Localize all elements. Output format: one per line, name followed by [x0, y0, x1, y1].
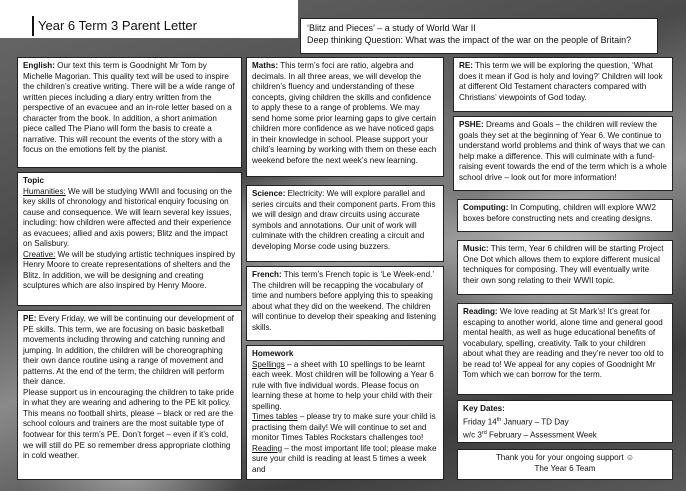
music-box: [457, 240, 673, 295]
page-title: Year 6 Term 3 Parent Letter: [38, 18, 197, 33]
times-tables-paragraph: [252, 412, 438, 444]
french-paragraph: [252, 270, 438, 333]
spellings-text: – a sheet with 10 spellings to be learnt each week. Most children will be following a Year 6 rule with five individual words. Please focus on learning these at home to help your child with their spelling.: [252, 359, 434, 411]
title-divider: [32, 16, 34, 36]
re-heading: RE:: [459, 61, 473, 70]
french-text: This term’s French topic is ‘Le Week-end.’ The children will be recapping the vocabulary of time and numbers before applying this to speaking about what they did on the weekend. The children will continue to develop their speaking and listening skills.: [252, 270, 437, 332]
key-date-1-event: January – TD Day: [501, 417, 569, 427]
key-date-2: [463, 428, 667, 441]
pe-paragraph: [23, 314, 236, 388]
pshe-heading: PSHE:: [459, 120, 484, 129]
pe-text-2: Please support us in encouraging the children to take pride in what they are wearing and adhering to the PE kit policy. This means no football shirts, please – black or red are the school colours and trainers are the most suitable type of footwear for this term’s PE. Don’t forget – even if it’s cold, we will still do PE so remember dress appropriate clothing in cold weather.: [23, 387, 235, 461]
thanks-box: [457, 449, 673, 480]
title-area: [0, 0, 298, 38]
topic-title: ‘Blitz and Pieces’ – a study of World War II: [307, 23, 476, 33]
key-date-2-day: w/c 3: [463, 430, 482, 440]
topic-box: [17, 172, 242, 306]
pe-box: [17, 310, 242, 480]
reading-heading: Reading:: [463, 307, 498, 316]
science-text: Electricity: We will explore parallel and series circuits and their component parts. From this we will design and draw circuits using accurate symbols and annotations. Our unit of work will culminate with the children creating a circuit and developing Morse code using buzzers.: [252, 189, 436, 251]
creative-label: Creative:: [23, 249, 56, 259]
creative-paragraph: [23, 250, 236, 292]
key-date-1-day: Friday 14: [463, 417, 497, 427]
science-paragraph: [252, 189, 438, 252]
humanities-label: Humanities:: [23, 186, 66, 196]
computing-text: In Computing, children will explore WW2 boxes before constructing nets and creating designs.: [463, 203, 656, 223]
humanities-paragraph: [23, 187, 236, 250]
computing-paragraph: [463, 203, 667, 224]
french-heading: French:: [252, 270, 282, 279]
pshe-paragraph: [459, 120, 667, 183]
english-text: Our text this term is Goodnight Mr Tom by Michelle Magorian. This quality text will be used to inspire the children’s creative writing. There will be a wide range of written pieces including a diary entry written from the perspective of an evacuee and an in-role letter based on a character from the book. In addition, a short animation piece called The Piano will form the basis to create a narrative. This will recount the events of the story with a focus on the emotions felt by the pianist.: [23, 61, 235, 155]
homework-heading: Homework: [252, 349, 294, 358]
music-paragraph: [463, 244, 667, 286]
reading-paragraph: [463, 307, 667, 381]
pe-heading: PE:: [23, 314, 37, 323]
key-dates-box: [457, 400, 673, 443]
topic-header-box: [300, 18, 658, 54]
english-box: [17, 57, 242, 168]
english-heading: English:: [23, 61, 55, 70]
computing-heading: Computing:: [463, 203, 509, 212]
maths-text: This term’s foci are ratio, algebra and decimals. In all three areas, we will develop the children’s fluency and understanding of these concepts, giving children the skills and confidence to apply these to a range of problems. We may send home some prior learning gaps to give certain children more confidence as we have noticed gaps in their knowledge in school. Please support your child’s learning by working with them on these each weekend before the next week’s new learning.: [252, 61, 437, 165]
re-text: This term we will be exploring the question, ‘What does it mean if God is holy and loving?’ Children will look at different Old Testament characters compared with Christians’ viewpoints of God today.: [459, 61, 663, 102]
key-date-2-event: February – Assessment Week: [486, 430, 597, 440]
reading-box: [457, 303, 673, 395]
key-date-2-suffix: rd: [481, 429, 487, 436]
music-text: This term, Year 6 children will be starting Project One Dot which allows them to explore different musical techniques for composing. They will eventually write their own song relating to their WWII topic.: [463, 244, 664, 285]
key-date-1-suffix: th: [496, 416, 502, 423]
reading-homework-text: – the most important life tool; please make sure your child is reading at least 5 times a week and: [252, 443, 437, 475]
spellings-label: Spellings: [252, 359, 285, 369]
science-box: [246, 185, 444, 262]
reading-homework-paragraph: [252, 444, 438, 476]
spellings-paragraph: [252, 360, 438, 413]
signature-line: The Year 6 Team: [534, 463, 596, 473]
re-box: [453, 57, 673, 112]
french-box: [246, 266, 444, 341]
pshe-text: Dreams and Goals – the children will review the goals they set at the beginning of Year 6. We continue to understand world problems and think of ways that we can help make a difference. This will culminate with a fund-raising event towards the end of the term which is a whole school drive – look out for more information!: [459, 120, 667, 182]
re-paragraph: [459, 61, 667, 103]
maths-paragraph: [252, 61, 438, 166]
creative-text: We will be studying artistic techniques inspired by Henry Moore to create representations of shelters and the Blitz. In addition, we will be designing and creating sculptures which are also inspired by Henry Moore.: [23, 249, 236, 291]
times-tables-label: Times tables: [252, 412, 298, 422]
reading-text: We love reading at St Mark’s! It’s great for escaping to another world, alone time and general good mental health, as well as huge educational benefits of vocabulary, spelling, creativity. Talk to your children about what they are reading and they’re never too old to be read to! We appeal for any copies of Goodnight Mr Tom which we can borrow for the term.: [463, 307, 664, 380]
reading-homework-label: Reading: [252, 443, 283, 453]
key-dates-heading: Key Dates:: [463, 404, 505, 413]
thanks-line: Thank you for your ongoing support ☺: [495, 453, 635, 462]
pshe-box: [453, 116, 673, 191]
humanities-text: We will be studying WWII and focusing on the key skills of chronology and historical enquiry focusing on cause and consequence. We will learn several key issues, including: how children were affected and their experience as evacuees; allied and axis powers; Blitz and the impact on Salisbury.: [23, 186, 233, 249]
science-heading: Science:: [252, 189, 286, 198]
maths-heading: Maths:: [252, 61, 279, 70]
maths-box: [246, 57, 444, 177]
deep-thinking-question: Deep thinking Question: What was the impact of the war on the people of Britain?: [307, 35, 632, 45]
english-paragraph: [23, 61, 236, 156]
key-date-1: [463, 415, 667, 428]
pe-text-1: Every Friday, we will be continuing our development of PE skills. This term, we are focusing on basic basketball movements including throwing and catching running and jumping. In addition, the children will be choreographing their own dance routine using a range of movement and patterns. At the end of the term, the children will perform their dance.: [23, 314, 234, 387]
topic-heading: Topic: [23, 176, 44, 185]
computing-box: [457, 199, 673, 232]
times-tables-text: – please try to make sure your child is practising them daily! We will continue to set and monitor Times Tables Rockstars challenges too!: [252, 412, 436, 443]
music-heading: Music:: [463, 244, 489, 253]
homework-box: [246, 345, 444, 480]
